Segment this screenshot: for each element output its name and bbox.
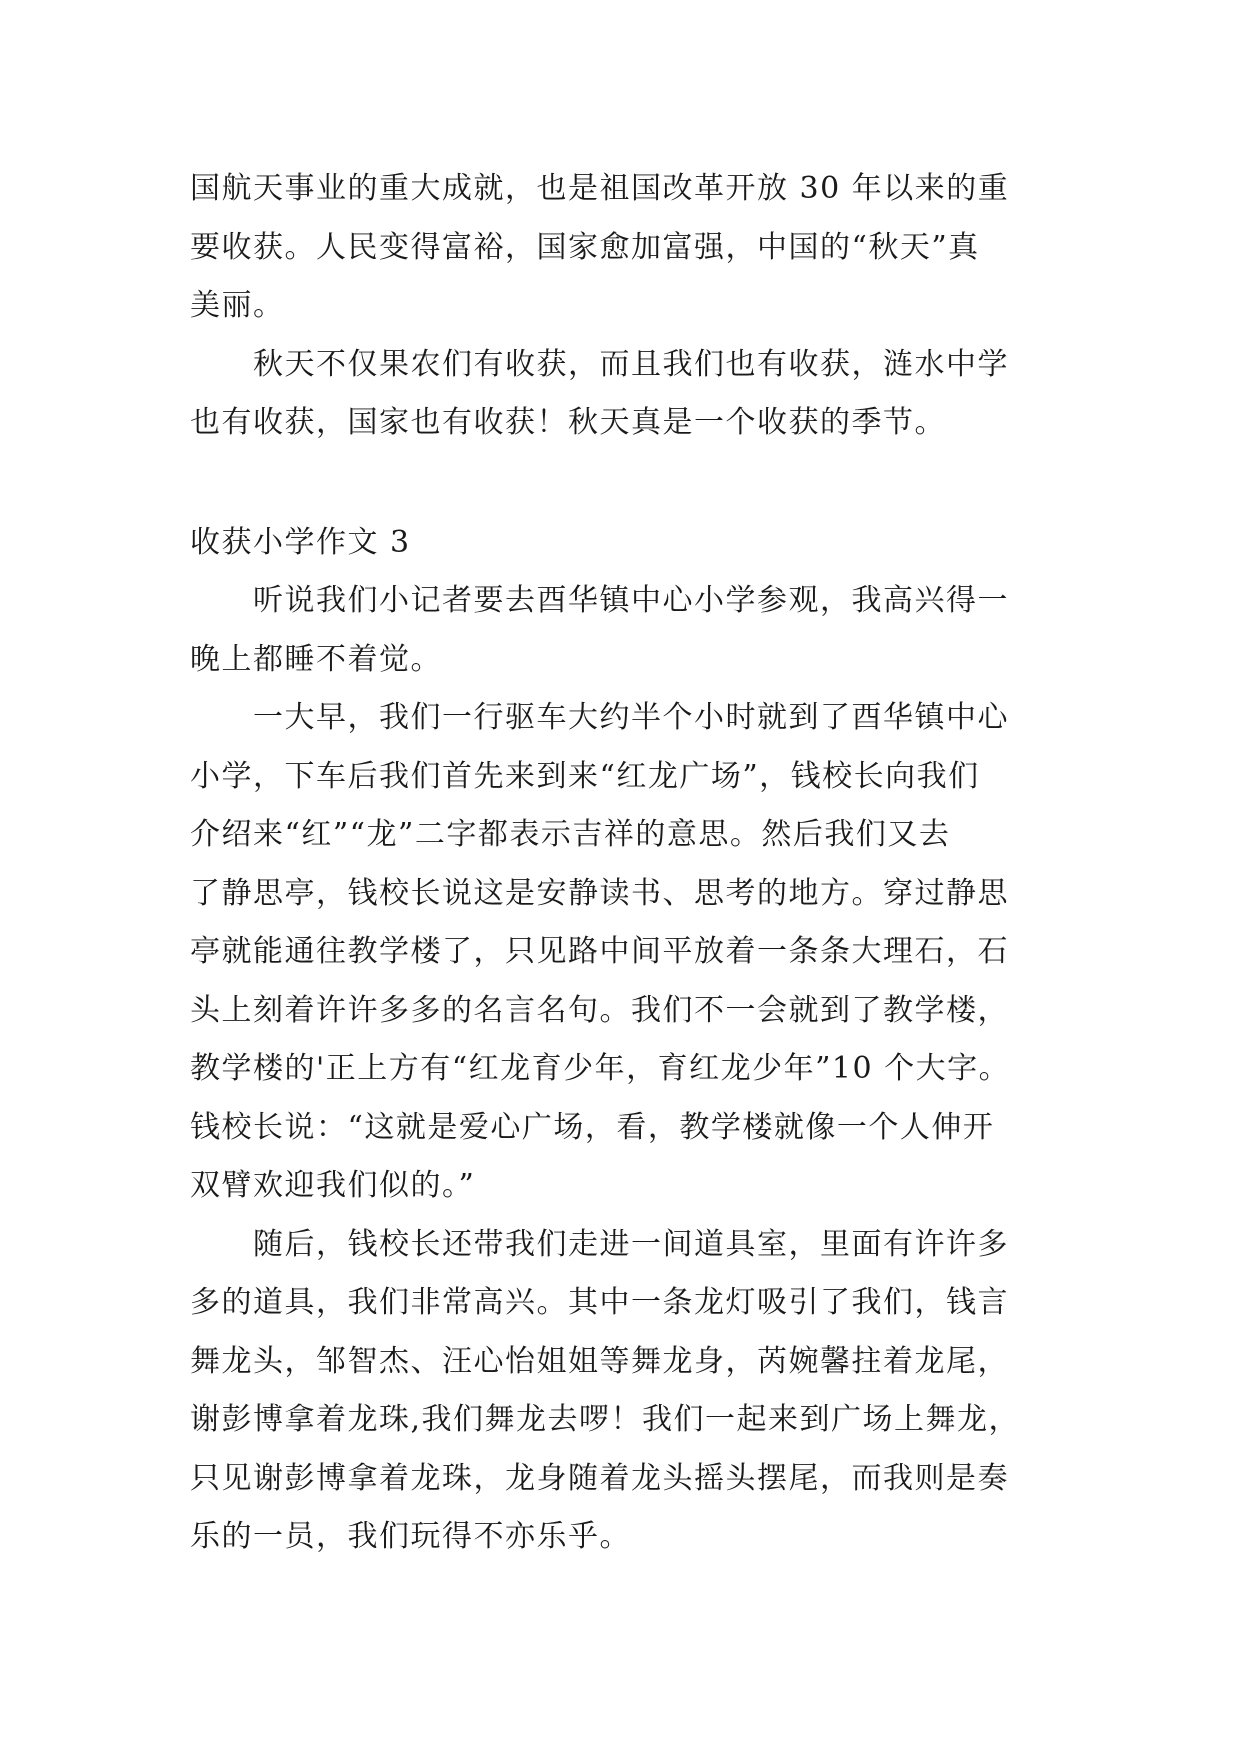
heading-line: 收获小学作文 3 [190, 524, 411, 560]
text-line: 双臂欢迎我们似的。” [190, 1168, 476, 1203]
text-line: 国航天事业的重大成就，也是祖国改革开放 30 年以来的重 [190, 171, 1010, 206]
paragraph-continuation [190, 160, 1055, 336]
paragraph-school-tour [190, 689, 1055, 1216]
paragraph-intro [190, 572, 1055, 689]
text-line: 随后，钱校长还带我们走进一间道具室，里面有许许多 [253, 1226, 1009, 1262]
text-line: 介绍来“红”“龙”二字都表示吉祥的意思。然后我们又去 [190, 817, 951, 852]
text-line: 教学楼的'正上方有“红龙育少年，育红龙少年”10 个大字。 [190, 1051, 1011, 1086]
text-line: 小学，下车后我们首先来到来“红龙广场”，钱校长向我们 [190, 758, 980, 794]
text-line: 舞龙头，邹智杰、汪心怡姐姐等舞龙身，芮婉馨拄着龙尾， [190, 1343, 1009, 1379]
text-line: 多的道具，我们非常高兴。其中一条龙灯吸引了我们，钱言 [190, 1285, 1009, 1320]
text-line: 也有收获，国家也有收获！秋天真是一个收获的季节。 [190, 405, 946, 440]
text-line: 一大早，我们一行驱车大约半个小时就到了酉华镇中心 [253, 700, 1009, 735]
text-line: 听说我们小记者要去酉华镇中心小学参观，我高兴得一 [253, 583, 1009, 618]
text-line: 钱校长说：“这就是爱心广场，看，教学楼就像一个人伸开 [190, 1109, 995, 1145]
text-line: 亭就能通往教学楼了，只见路中间平放着一条条大理石，石 [190, 934, 1009, 969]
text-line: 美丽。 [190, 288, 285, 323]
text-line: 秋天不仅果农们有收获，而且我们也有收获，涟水中学 [253, 346, 1009, 382]
paragraph-dragon-dance [190, 1216, 1055, 1567]
section-heading [190, 514, 1055, 573]
text-line: 谢彭博拿着龙珠,我们舞龙去啰！我们一起来到广场上舞龙， [190, 1402, 1021, 1437]
text-line: 了静思亭，钱校长说这是安静读书、思考的地方。穿过静思 [190, 875, 1009, 911]
text-line: 乐的一员，我们玩得不亦乐乎。 [190, 1519, 631, 1554]
text-line: 头上刻着许许多多的名言名句。我们不一会就到了教学楼， [190, 992, 1009, 1028]
text-line: 只见谢彭博拿着龙珠，龙身随着龙头摇头摆尾，而我则是奏 [190, 1460, 1009, 1496]
paragraph-autumn-harvest [190, 336, 1055, 453]
text-line: 晚上都睡不着觉。 [190, 641, 442, 677]
text-line: 要收获。人民变得富裕，国家愈加富强，中国的“秋天”真 [190, 229, 980, 265]
section-gap [190, 453, 1055, 514]
document-page [190, 160, 1055, 1567]
